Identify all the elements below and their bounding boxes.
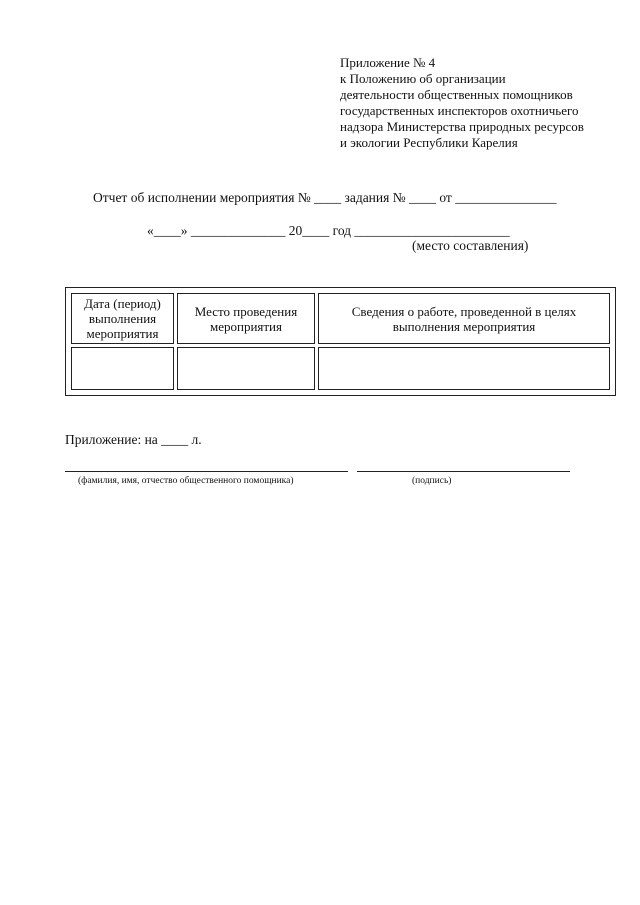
- signature-line: [357, 471, 570, 472]
- report-table: [68, 290, 613, 393]
- report-title: Отчет об исполнении мероприятия № ____ задания № ____ от _______________: [93, 190, 557, 205]
- appendix-reference-line: к Положению об организации: [340, 71, 506, 86]
- appendix-reference-line: государственных инспекторов охотничьего: [340, 103, 579, 118]
- signature-caption: (подпись): [412, 476, 452, 486]
- appendix-reference-line: и экологии Республики Карелия: [340, 135, 518, 150]
- appendix-header: [340, 55, 625, 151]
- place-caption: (место составления): [412, 238, 529, 253]
- column-header-place: Место проведения мероприятия: [177, 293, 315, 344]
- table-cell-place[interactable]: [177, 347, 315, 390]
- name-signature-line: [65, 471, 348, 472]
- attachment-line: Приложение: на ____ л.: [65, 432, 202, 447]
- table-cell-date[interactable]: [71, 347, 174, 390]
- name-caption: (фамилия, имя, отчество общественного помощника): [78, 476, 294, 486]
- appendix-reference-line: надзора Министерства природных ресурсов: [340, 119, 584, 134]
- report-table-frame: [65, 287, 616, 396]
- table-row: [71, 347, 610, 390]
- appendix-number: Приложение № 4: [340, 55, 436, 70]
- column-header-work-details: Сведения о работе, проведенной в целях выполнения мероприятия: [318, 293, 610, 344]
- table-header-row: [71, 293, 610, 344]
- table-cell-work-details[interactable]: [318, 347, 610, 390]
- report-date-line: «____» ______________ 20____ год _______________________: [147, 223, 510, 238]
- column-header-date: Дата (период) выполнения мероприятия: [71, 293, 174, 344]
- appendix-reference-line: деятельности общественных помощников: [340, 87, 573, 102]
